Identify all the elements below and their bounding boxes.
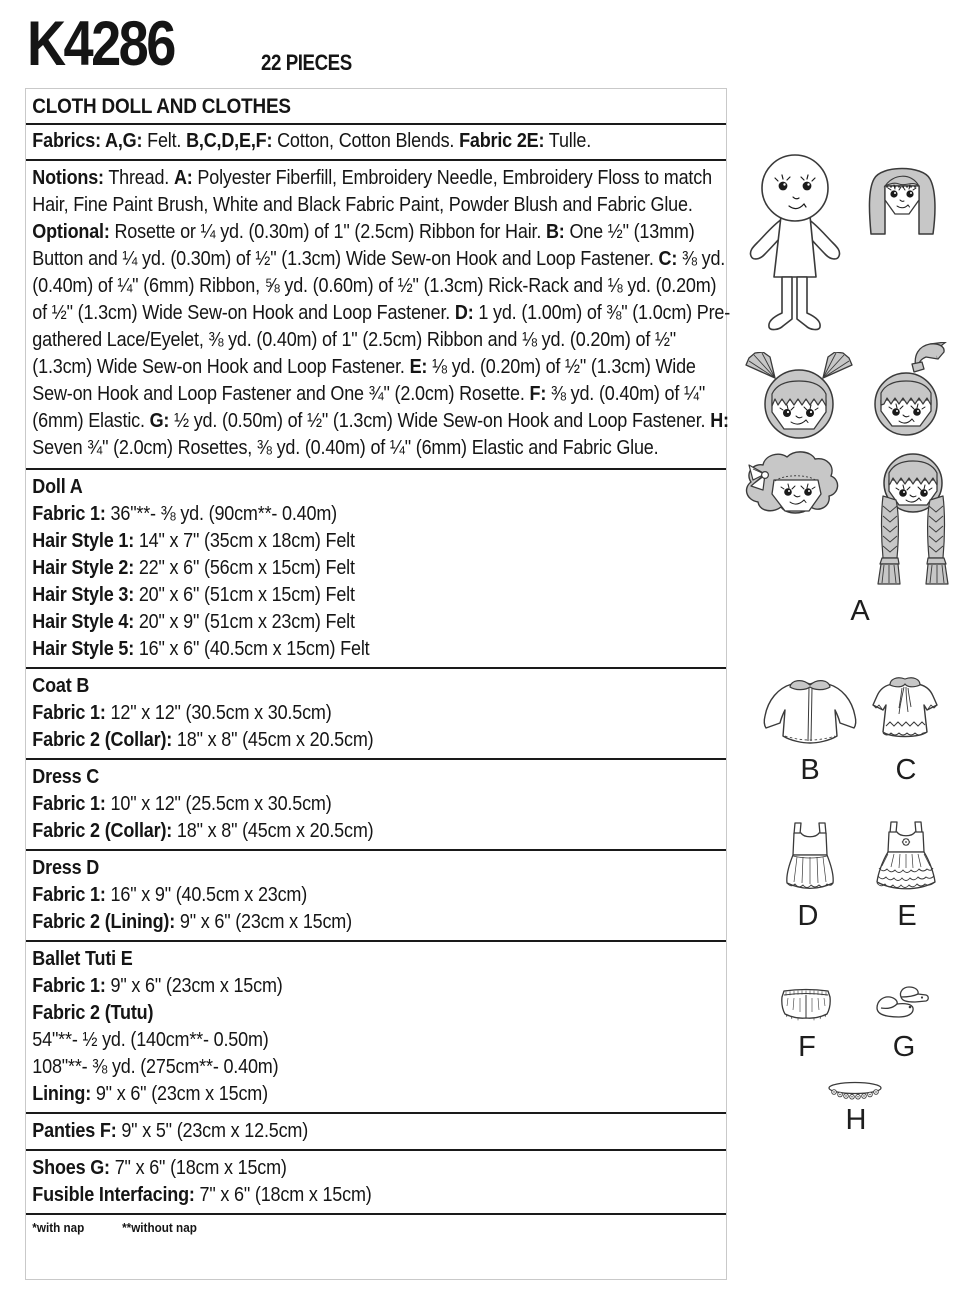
doll-a-curly-hair-illustration xyxy=(740,450,850,522)
spec-row: Coat B xyxy=(32,675,90,697)
dress-c-illustration xyxy=(864,670,946,750)
spec-row: Hair Style 5: 16" x 6" (40.5cm x 15cm) Felt xyxy=(32,638,370,660)
section-dress-d xyxy=(26,851,726,940)
doll-a-ponytail-hair-illustration xyxy=(864,342,952,444)
spec-row: Ballet Tuti E xyxy=(32,948,133,970)
spec-row: 108"**- ⅜ yd. (275cm**- 0.40m) xyxy=(32,1056,279,1078)
without-nap-note: **without nap xyxy=(122,1220,197,1235)
figure-label-g: G xyxy=(892,1031,916,1063)
figure-label-b: B xyxy=(800,754,820,786)
spec-row: Fabric 2 (Collar): 18" x 8" (45cm x 20.5cm) xyxy=(32,729,374,751)
spec-row: Fabric 1: 10" x 12" (25.5cm x 30.5cm) xyxy=(32,793,332,815)
nap-footnote xyxy=(26,1215,732,1235)
spec-row: Dress D xyxy=(32,857,100,879)
spec-row: Fabric 2 (Collar): 18" x 8" (45cm x 20.5cm) xyxy=(32,820,374,842)
figure-label-d: D xyxy=(797,900,819,932)
doc-heading: CLOTH DOLL AND CLOTHES xyxy=(32,95,291,118)
fabrics-row: Fabrics: A,G: Felt. B,C,D,E,F: Cotton, Cotton Blends. Fabric 2E: Tulle. xyxy=(32,130,592,152)
spec-row: Hair Style 1: 14" x 7" (35cm x 18cm) Felt xyxy=(32,530,355,552)
spec-row: Fabric 1: 9" x 6" (23cm x 15cm) xyxy=(32,975,283,997)
figure-label-f: F xyxy=(798,1031,816,1063)
spec-row: 54"**- ½ yd. (140cm**- 0.50m) xyxy=(32,1029,269,1051)
figure-label-a: A xyxy=(850,595,870,627)
spec-row: Fabric 1: 12" x 12" (30.5cm x 30.5cm) xyxy=(32,702,332,724)
figure-label-c: C xyxy=(895,754,917,786)
section-panties-f xyxy=(26,1114,726,1149)
spec-row: Hair Style 4: 20" x 9" (51cm x 23cm) Felt xyxy=(32,611,355,633)
doll-a-bob-hair-illustration xyxy=(863,156,941,240)
section-shoes-g xyxy=(26,1151,726,1213)
dress-d-illustration xyxy=(781,820,839,898)
doll-a-body-illustration xyxy=(742,153,854,339)
section-ballet-tutu-e xyxy=(26,942,726,1112)
spec-row: Dress C xyxy=(32,766,100,788)
shoes-g-illustration xyxy=(874,984,932,1024)
coat-b-illustration xyxy=(758,672,862,750)
notions-paragraph: Notions: Thread. A: Polyester Fiberfill, Embroidery Needle, Embroidery Floss to match Hair, Fine Paint Brush, White and Black Fabric Paint, Powder Blush and Fabric Glue. Optional: Rosette or ¼ yd. (0.30m) of 1" (2.5cm) Ribbon for Hair. B: One ½" (13mm) Button and ¼ yd. (0.30m) of ½" (1.3cm) Wide Sew-on Hook and Loop Fastener. C: ⅜ yd. (0.40m) of ¼" (6mm) Ribbon, ⅝ yd. (0.60m) of ½" (1.3cm) Rick-Rack and ⅛ yd. (0.20m) of ½" (1.3cm) Wide Sew-on Hook and Loop Fastener. D: 1 yd. (1.00m) of ⅜" (1.0cm) Pre-gathered Lace/Eyelet, ⅜ yd. (0.40m) of 1" (2.5cm) Ribbon and ⅛ yd. (0.20m) of ½" (1.3cm) Wide Sew-on Hook and Loop Fastener. E: ⅛ yd. (0.20m) of ½" (1.3cm) Wide Sew-on Hook and Loop Fastener and One ¾" (2.0cm) Rosette. F: ⅜ yd. (0.40m) of ¼" (6mm) Elastic. G: ½ yd. (0.50m) of ½" (1.3cm) Wide Sew-on Hook and Loop Fastener. H: Seven ¾" (2.0cm) Rosettes, ⅜ yd. (0.40m) of ¼" (6mm) Elastic and Fabric Glue. xyxy=(32,167,731,459)
doll-a-braids-hair-illustration xyxy=(874,452,952,594)
spec-row: Doll A xyxy=(32,476,83,498)
headband-h-illustration xyxy=(826,1080,884,1102)
spec-row: Lining: 9" x 6" (23cm x 15cm) xyxy=(32,1083,268,1105)
spec-row: Fabric 1: 36"**- ⅜ yd. (90cm**- 0.40m) xyxy=(32,503,337,525)
spec-row: Fabric 2 (Lining): 9" x 6" (23cm x 15cm) xyxy=(32,911,352,933)
spec-table xyxy=(25,88,731,1280)
section-dress-c xyxy=(26,760,726,849)
spec-row: Fusible Interfacing: 7" x 6" (18cm x 15cm) xyxy=(32,1184,372,1206)
doll-a-pigtails-hair-illustration xyxy=(738,352,860,444)
figure-label-e: E xyxy=(897,900,917,932)
spec-row: Fabric 1: 16" x 9" (40.5cm x 23cm) xyxy=(32,884,308,906)
spec-row: Hair Style 3: 20" x 6" (51cm x 15cm) Felt xyxy=(32,584,355,606)
with-nap-note: *with nap xyxy=(32,1220,85,1235)
section-coat-b xyxy=(26,669,726,758)
panties-f-illustration xyxy=(778,986,834,1022)
spec-row: Hair Style 2: 22" x 6" (56cm x 15cm) Felt xyxy=(32,557,355,579)
spec-row: Panties F: 9" x 5" (23cm x 12.5cm) xyxy=(32,1120,309,1142)
spec-row: Fabric 2 (Tutu) xyxy=(32,1002,154,1024)
spec-row: Shoes G: 7" x 6" (18cm x 15cm) xyxy=(32,1157,287,1179)
dress-e-illustration xyxy=(874,820,938,896)
figure-label-h: H xyxy=(845,1104,867,1136)
section-doll-a xyxy=(26,470,726,667)
pieces-count: 22 PIECES xyxy=(261,50,352,75)
pattern-number: K4286 xyxy=(27,9,174,79)
